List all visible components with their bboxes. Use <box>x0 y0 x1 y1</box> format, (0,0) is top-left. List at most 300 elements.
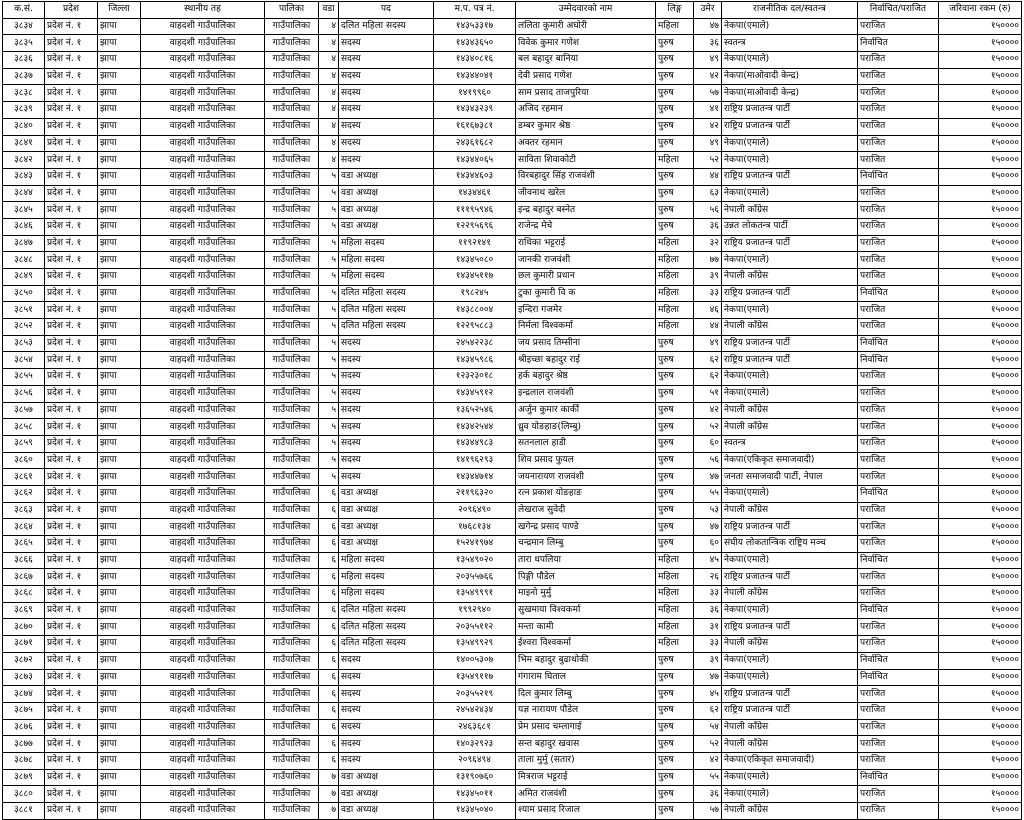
cell-result: पराजित <box>858 469 939 486</box>
cell-ward: ४ <box>319 102 339 119</box>
cell-candidate-name: जयनारायण राजवंशी <box>516 469 656 486</box>
table-row <box>3 402 1022 419</box>
cell-municipality-type: गाउँपालिका <box>265 202 319 219</box>
cell-gender: पुरुष <box>656 218 694 235</box>
cell-result: पराजित <box>858 102 939 119</box>
table-row <box>3 736 1022 753</box>
cell-fine-amount: १५०००० <box>939 736 1022 753</box>
cell-serial-number: ३८५६ <box>3 385 45 402</box>
table-row <box>3 18 1022 35</box>
cell-province: प्रदेश नं. १ <box>45 285 98 302</box>
cell-result: पराजित <box>858 803 939 820</box>
cell-age: ४४ <box>694 168 722 185</box>
cell-fine-amount: १५०००० <box>939 185 1022 202</box>
cell-result: पराजित <box>858 569 939 586</box>
cell-district: झापा <box>98 569 141 586</box>
cell-voter-card-number: १४३४५०४० <box>434 803 516 820</box>
cell-result: पराजित <box>858 519 939 536</box>
cell-ward: ७ <box>319 803 339 820</box>
cell-gender: महिला <box>656 269 694 286</box>
cell-fine-amount: १५०००० <box>939 18 1022 35</box>
cell-age: ५५ <box>694 769 722 786</box>
table-row <box>3 35 1022 52</box>
cell-political-party: नेकपा(एमाले) <box>722 185 858 202</box>
cell-post: सदस्य <box>339 102 434 119</box>
cell-result: पराजित <box>858 235 939 252</box>
cell-fine-amount: १५०००० <box>939 285 1022 302</box>
table-row <box>3 235 1022 252</box>
cell-serial-number: ३८६२ <box>3 485 45 502</box>
cell-age: ३६ <box>694 786 722 803</box>
cell-voter-card-number: १४३४४७१४ <box>434 469 516 486</box>
cell-district: झापा <box>98 636 141 653</box>
cell-district: झापा <box>98 235 141 252</box>
cell-municipality-type: गाउँपालिका <box>265 803 319 820</box>
cell-candidate-name: गंगाराम घिताल <box>516 669 656 686</box>
cell-ward: ५ <box>319 419 339 436</box>
cell-post: सदस्य <box>339 719 434 736</box>
cell-fine-amount: १५०००० <box>939 218 1022 235</box>
cell-post: वडा अध्यक्ष <box>339 485 434 502</box>
table-row <box>3 619 1022 636</box>
cell-ward: ६ <box>319 519 339 536</box>
cell-serial-number: ३८७३ <box>3 669 45 686</box>
cell-result: निर्वाचित <box>858 669 939 686</box>
cell-age: ५२ <box>694 152 722 169</box>
header-municipality-type: पालिका <box>265 2 319 19</box>
cell-ward: ५ <box>319 319 339 336</box>
cell-political-party: नेपाली काँग्रेस <box>722 402 858 419</box>
cell-serial-number: ३८७७ <box>3 736 45 753</box>
cell-voter-card-number: १११९५९४६ <box>434 202 516 219</box>
cell-post: महिला सदस्य <box>339 269 434 286</box>
header-post: पद <box>339 2 434 19</box>
cell-post: सदस्य <box>339 335 434 352</box>
cell-fine-amount: १५०००० <box>939 202 1022 219</box>
cell-age: ४२ <box>694 752 722 769</box>
cell-province: प्रदेश नं. १ <box>45 102 98 119</box>
cell-municipality-type: गाउँपालिका <box>265 218 319 235</box>
cell-serial-number: ३८६१ <box>3 469 45 486</box>
cell-political-party: राष्ट्रिय प्रजातन्त्र पार्टी <box>722 102 858 119</box>
cell-municipality-type: गाउँपालिका <box>265 636 319 653</box>
cell-municipality-type: गाउँपालिका <box>265 269 319 286</box>
cell-municipality-type: गाउँपालिका <box>265 185 319 202</box>
cell-serial-number: ३८६६ <box>3 552 45 569</box>
cell-candidate-name: शिव प्रसाद फुयल <box>516 452 656 469</box>
cell-result: पराजित <box>858 719 939 736</box>
table-row <box>3 519 1022 536</box>
cell-age: ४२ <box>694 402 722 419</box>
cell-voter-card-number: २११९६३२० <box>434 485 516 502</box>
cell-serial-number: ३८६५ <box>3 536 45 553</box>
cell-voter-card-number: २०३५५७६६ <box>434 569 516 586</box>
cell-local-level: वाहदशी गाउँपालिका <box>141 319 265 336</box>
cell-fine-amount: १५०००० <box>939 369 1022 386</box>
table-row <box>3 602 1022 619</box>
table-row <box>3 469 1022 486</box>
cell-municipality-type: गाउँपालिका <box>265 502 319 519</box>
cell-fine-amount: १५०००० <box>939 502 1022 519</box>
cell-municipality-type: गाउँपालिका <box>265 652 319 669</box>
cell-political-party: नेपाली काँग्रेस <box>722 803 858 820</box>
header-district: जिल्ला <box>98 2 141 19</box>
cell-local-level: वाहदशी गाउँपालिका <box>141 419 265 436</box>
cell-post: महिला सदस्य <box>339 552 434 569</box>
cell-age: ४७ <box>694 18 722 35</box>
table-row <box>3 652 1022 669</box>
cell-age: ३९ <box>694 652 722 669</box>
cell-gender: महिला <box>656 18 694 35</box>
cell-gender: पुरुष <box>656 85 694 102</box>
cell-political-party: राष्ट्रिय प्रजातन्त्र पार्टी <box>722 686 858 703</box>
table-row <box>3 302 1022 319</box>
cell-gender: महिला <box>656 319 694 336</box>
cell-ward: ४ <box>319 18 339 35</box>
cell-candidate-name: इन्द्रलाल राजवंशी <box>516 385 656 402</box>
cell-age: ३६ <box>694 218 722 235</box>
cell-serial-number: ३८४० <box>3 118 45 135</box>
cell-local-level: वाहदशी गाउँपालिका <box>141 102 265 119</box>
cell-ward: ६ <box>319 652 339 669</box>
cell-fine-amount: १५०००० <box>939 35 1022 52</box>
cell-municipality-type: गाउँपालिका <box>265 302 319 319</box>
cell-municipality-type: गाउँपालिका <box>265 669 319 686</box>
cell-serial-number: ३८५० <box>3 285 45 302</box>
cell-post: दलित महिला सदस्य <box>339 636 434 653</box>
cell-age: ४२ <box>694 68 722 85</box>
cell-age: ६३ <box>694 185 722 202</box>
cell-gender: पुरुष <box>656 352 694 369</box>
cell-district: झापा <box>98 102 141 119</box>
table-row <box>3 135 1022 152</box>
cell-fine-amount: १५०००० <box>939 68 1022 85</box>
cell-candidate-name: प्रेम प्रसाद चम्लागाई <box>516 719 656 736</box>
cell-post: सदस्य <box>339 702 434 719</box>
cell-serial-number: ३८४६ <box>3 218 45 235</box>
cell-result: निर्वाचित <box>858 352 939 369</box>
cell-fine-amount: १५०००० <box>939 335 1022 352</box>
cell-serial-number: ३८६७ <box>3 569 45 586</box>
cell-political-party: नेकपा(एमाले) <box>722 602 858 619</box>
cell-voter-card-number: १४३४३६५० <box>434 35 516 52</box>
cell-political-party: नेकपा(एमाले) <box>722 669 858 686</box>
cell-political-party: राष्ट्रिय प्रजातन्त्र पार्टी <box>722 335 858 352</box>
cell-province: प्रदेश नं. १ <box>45 786 98 803</box>
cell-local-level: वाहदशी गाउँपालिका <box>141 218 265 235</box>
cell-ward: ५ <box>319 302 339 319</box>
cell-age: ५६ <box>694 202 722 219</box>
table-row <box>3 485 1022 502</box>
cell-voter-card-number: १४३४५९१२ <box>434 385 516 402</box>
header-gender: लिङ्ग <box>656 2 694 19</box>
cell-local-level: वाहदशी गाउँपालिका <box>141 335 265 352</box>
cell-district: झापा <box>98 152 141 169</box>
cell-province: प्रदेश नं. १ <box>45 502 98 519</box>
cell-gender: पुरुष <box>656 118 694 135</box>
cell-candidate-name: अक्तर रहमान <box>516 135 656 152</box>
cell-province: प्रदेश नं. १ <box>45 269 98 286</box>
cell-district: झापा <box>98 319 141 336</box>
cell-province: प्रदेश नं. १ <box>45 669 98 686</box>
cell-gender: पुरुष <box>656 402 694 419</box>
header-row <box>3 2 1022 19</box>
cell-gender: महिला <box>656 602 694 619</box>
cell-province: प्रदेश नं. १ <box>45 235 98 252</box>
cell-local-level: वाहदशी गाउँपालिका <box>141 586 265 603</box>
table-row <box>3 769 1022 786</box>
table-row <box>3 85 1022 102</box>
cell-fine-amount: १५०००० <box>939 269 1022 286</box>
cell-political-party: राष्ट्रिय प्रजातन्त्र पार्टी <box>722 285 858 302</box>
cell-political-party: जनता समाजवादी पार्टी, नेपाल <box>722 469 858 486</box>
cell-political-party: राष्ट्रिय प्रजातन्त्र पार्टी <box>722 352 858 369</box>
cell-local-level: वाहदशी गाउँपालिका <box>141 135 265 152</box>
cell-province: प्रदेश नं. १ <box>45 35 98 52</box>
cell-result: निर्वाचित <box>858 769 939 786</box>
cell-district: झापा <box>98 769 141 786</box>
cell-district: झापा <box>98 602 141 619</box>
cell-local-level: वाहदशी गाउँपालिका <box>141 402 265 419</box>
cell-fine-amount: १५०००० <box>939 519 1022 536</box>
cell-municipality-type: गाउँपालिका <box>265 352 319 369</box>
cell-result: पराजित <box>858 135 939 152</box>
cell-province: प्रदेश नं. १ <box>45 719 98 736</box>
cell-province: प्रदेश नं. १ <box>45 385 98 402</box>
cell-serial-number: ३८४७ <box>3 235 45 252</box>
cell-result: निर्वाचित <box>858 652 939 669</box>
cell-voter-card-number: २०९६४९० <box>434 502 516 519</box>
cell-ward: ५ <box>319 185 339 202</box>
cell-gender: पुरुष <box>656 452 694 469</box>
cell-political-party: नेपाली काँग्रेस <box>722 719 858 736</box>
cell-age: ६२ <box>694 369 722 386</box>
table-row <box>3 419 1022 436</box>
cell-municipality-type: गाउँपालिका <box>265 786 319 803</box>
cell-province: प्रदेश नं. १ <box>45 519 98 536</box>
cell-voter-card-number: १४१९६२९३ <box>434 452 516 469</box>
cell-serial-number: ३८७६ <box>3 719 45 736</box>
cell-voter-card-number: १३५४९९२९ <box>434 636 516 653</box>
cell-local-level: वाहदशी गाउँपालिका <box>141 736 265 753</box>
cell-ward: ६ <box>319 669 339 686</box>
cell-post: सदस्य <box>339 419 434 436</box>
cell-political-party: राष्ट्रिय प्रजातन्त्र पार्टी <box>722 619 858 636</box>
cell-voter-card-number: १३५४९११७ <box>434 669 516 686</box>
cell-result: निर्वाचित <box>858 285 939 302</box>
cell-serial-number: ३८५८ <box>3 419 45 436</box>
cell-post: दलित महिला सदस्य <box>339 302 434 319</box>
cell-age: ४७ <box>694 519 722 536</box>
cell-result: पराजित <box>858 752 939 769</box>
cell-ward: ६ <box>319 636 339 653</box>
cell-province: प्रदेश नं. १ <box>45 85 98 102</box>
cell-fine-amount: १५०००० <box>939 786 1022 803</box>
header-local-level: स्थानीय तह <box>141 2 265 19</box>
cell-post: सदस्य <box>339 736 434 753</box>
cell-local-level: वाहदशी गाउँपालिका <box>141 469 265 486</box>
cell-local-level: वाहदशी गाउँपालिका <box>141 769 265 786</box>
cell-voter-card-number: १४३४४६१ <box>434 185 516 202</box>
cell-result: पराजित <box>858 736 939 753</box>
table-row <box>3 752 1022 769</box>
table-row <box>3 452 1022 469</box>
cell-age: ४२ <box>694 118 722 135</box>
cell-ward: ५ <box>319 252 339 269</box>
cell-age: ७७ <box>694 252 722 269</box>
cell-post: सदस्य <box>339 118 434 135</box>
cell-fine-amount: १५०००० <box>939 669 1022 686</box>
cell-gender: पुरुष <box>656 135 694 152</box>
table-row <box>3 52 1022 69</box>
cell-province: प्रदेश नं. १ <box>45 803 98 820</box>
cell-candidate-name: राधिका भट्टराई <box>516 235 656 252</box>
cell-candidate-name: पिङ्गी पौडेल <box>516 569 656 586</box>
cell-candidate-name: ईश्वरा विश्वकर्मा <box>516 636 656 653</box>
cell-gender: पुरुष <box>656 485 694 502</box>
table-row <box>3 319 1022 336</box>
table-row <box>3 185 1022 202</box>
cell-fine-amount: १५०००० <box>939 52 1022 69</box>
table-row <box>3 102 1022 119</box>
cell-gender: महिला <box>656 586 694 603</box>
cell-local-level: वाहदशी गाउँपालिका <box>141 786 265 803</box>
cell-serial-number: ३८३९ <box>3 102 45 119</box>
cell-voter-card-number: १४३८८००४ <box>434 302 516 319</box>
cell-gender: महिला <box>656 235 694 252</box>
cell-local-level: वाहदशी गाउँपालिका <box>141 385 265 402</box>
cell-province: प्रदेश नं. १ <box>45 152 98 169</box>
cell-post: दलित महिला सदस्य <box>339 619 434 636</box>
table-row <box>3 552 1022 569</box>
cell-post: सदस्य <box>339 352 434 369</box>
cell-voter-card-number: २४५४२२३८ <box>434 335 516 352</box>
cell-local-level: वाहदशी गाउँपालिका <box>141 619 265 636</box>
cell-result: पराजित <box>858 419 939 436</box>
cell-serial-number: ३८४३ <box>3 168 45 185</box>
cell-candidate-name: जय प्रसाद तिम्सीना <box>516 335 656 352</box>
table-row <box>3 702 1022 719</box>
cell-gender: पुरुष <box>656 769 694 786</box>
cell-gender: पुरुष <box>656 502 694 519</box>
cell-age: ३३ <box>694 586 722 603</box>
cell-candidate-name: अमित राजवंशी <box>516 786 656 803</box>
cell-post: वडा अध्यक्ष <box>339 185 434 202</box>
cell-district: झापा <box>98 586 141 603</box>
cell-political-party: नेकपा(माओवादी केन्द्र) <box>722 68 858 85</box>
cell-province: प्रदेश नं. १ <box>45 185 98 202</box>
cell-province: प्रदेश नं. १ <box>45 369 98 386</box>
cell-municipality-type: गाउँपालिका <box>265 135 319 152</box>
table-row <box>3 536 1022 553</box>
cell-gender: महिला <box>656 569 694 586</box>
cell-province: प्रदेश नं. १ <box>45 619 98 636</box>
cell-candidate-name: निर्मला विश्वकर्मा <box>516 319 656 336</box>
cell-district: झापा <box>98 752 141 769</box>
cell-voter-card-number: १२२९५६९६ <box>434 218 516 235</box>
cell-district: झापा <box>98 419 141 436</box>
cell-ward: ५ <box>319 202 339 219</box>
cell-municipality-type: गाउँपालिका <box>265 536 319 553</box>
cell-municipality-type: गाउँपालिका <box>265 18 319 35</box>
cell-post: सदस्य <box>339 385 434 402</box>
cell-post: सदस्य <box>339 152 434 169</box>
cell-municipality-type: गाउँपालिका <box>265 35 319 52</box>
cell-fine-amount: १५०००० <box>939 85 1022 102</box>
cell-age: ५४ <box>694 719 722 736</box>
cell-post: सदस्य <box>339 402 434 419</box>
cell-political-party: स्वतन्त्र <box>722 35 858 52</box>
cell-post: सदस्य <box>339 669 434 686</box>
cell-serial-number: ३८५५ <box>3 369 45 386</box>
cell-local-level: वाहदशी गाउँपालिका <box>141 52 265 69</box>
cell-ward: ४ <box>319 68 339 85</box>
cell-serial-number: ३८३७ <box>3 68 45 85</box>
cell-voter-card-number: २०३५५२१९ <box>434 686 516 703</box>
cell-district: झापा <box>98 686 141 703</box>
cell-municipality-type: गाउँपालिका <box>265 252 319 269</box>
cell-political-party: स्वतन्त्र <box>722 435 858 452</box>
table-row <box>3 352 1022 369</box>
cell-district: झापा <box>98 803 141 820</box>
cell-local-level: वाहदशी गाउँपालिका <box>141 68 265 85</box>
cell-district: झापा <box>98 285 141 302</box>
cell-age: ५७ <box>694 85 722 102</box>
cell-municipality-type: गाउँपालिका <box>265 369 319 386</box>
cell-political-party: राष्ट्रिय प्रजातन्त्र पार्टी <box>722 235 858 252</box>
cell-candidate-name: खगेन्द्र प्रसाद पाण्डे <box>516 519 656 536</box>
table-row <box>3 586 1022 603</box>
table-header <box>3 2 1022 19</box>
cell-fine-amount: १५०००० <box>939 652 1022 669</box>
cell-district: झापा <box>98 369 141 386</box>
cell-fine-amount: १५०००० <box>939 168 1022 185</box>
cell-fine-amount: १५०००० <box>939 619 1022 636</box>
cell-serial-number: ३८४४ <box>3 185 45 202</box>
cell-political-party: नेकपा(एमाले) <box>722 135 858 152</box>
cell-ward: ४ <box>319 52 339 69</box>
cell-gender: पुरुष <box>656 102 694 119</box>
cell-age: ५५ <box>694 485 722 502</box>
cell-voter-card-number: १४३४५९८६ <box>434 352 516 369</box>
cell-age: ६० <box>694 435 722 452</box>
cell-voter-card-number: १४००५३०७ <box>434 652 516 669</box>
cell-ward: ५ <box>319 218 339 235</box>
cell-result: पराजित <box>858 686 939 703</box>
cell-fine-amount: १५०००० <box>939 385 1022 402</box>
cell-age: ६० <box>694 536 722 553</box>
cell-ward: ५ <box>319 335 339 352</box>
cell-political-party: नेकपा(एकिकृत समाजवादी) <box>722 452 858 469</box>
cell-municipality-type: गाउँपालिका <box>265 569 319 586</box>
cell-serial-number: ३८६३ <box>3 502 45 519</box>
cell-province: प्रदेश नं. १ <box>45 686 98 703</box>
cell-province: प्रदेश नं. १ <box>45 335 98 352</box>
cell-result: पराजित <box>858 402 939 419</box>
cell-local-level: वाहदशी गाउँपालिका <box>141 569 265 586</box>
cell-ward: ५ <box>319 469 339 486</box>
cell-post: सदस्य <box>339 469 434 486</box>
cell-political-party: नेपाली काँग्रेस <box>722 269 858 286</box>
cell-serial-number: ३८५४ <box>3 352 45 369</box>
table-row <box>3 385 1022 402</box>
cell-fine-amount: १५०००० <box>939 752 1022 769</box>
cell-result: निर्वाचित <box>858 168 939 185</box>
cell-local-level: वाहदशी गाउँपालिका <box>141 803 265 820</box>
table-row <box>3 68 1022 85</box>
cell-province: प्रदेश नं. १ <box>45 435 98 452</box>
cell-local-level: वाहदशी गाउँपालिका <box>141 352 265 369</box>
